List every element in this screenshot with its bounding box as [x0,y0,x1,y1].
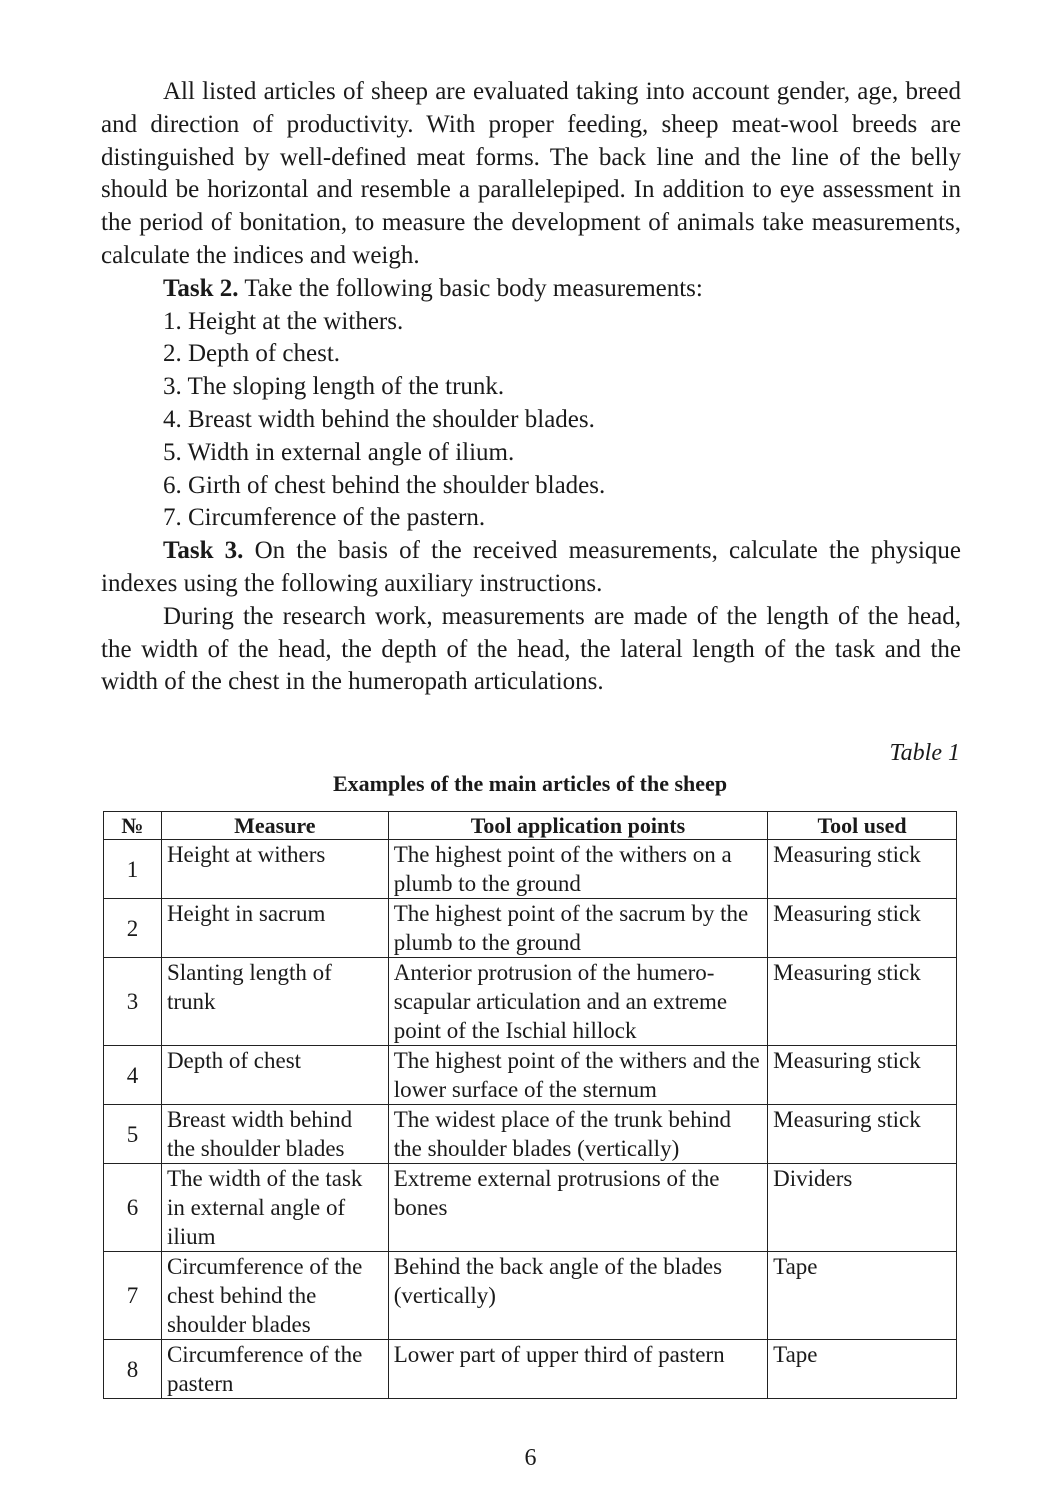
measure-cell: Height at withers [161,840,388,899]
list-item: 1. Height at the withers. [163,307,404,335]
table-row [104,840,957,899]
tool-used-cell: Measuring stick [768,840,957,899]
tool-points-cell: The highest point of the sacrum by the plumb to the ground [388,899,767,958]
measure-cell: Circumference of the chest behind the shoulder blades [161,1252,388,1340]
table-title: Examples of the main articles of the sheep [332,771,728,796]
table-row [104,1164,957,1252]
header-number: № [104,812,162,840]
tool-used-cell: Dividers [768,1164,957,1252]
tool-points-cell: Extreme external protrusions of the bones [388,1164,767,1252]
row-number: 6 [104,1164,162,1252]
measure-cell: Height in sacrum [161,899,388,958]
row-number: 2 [104,899,162,958]
task2-list [101,306,961,536]
row-number: 7 [104,1252,162,1340]
tool-used-cell: Measuring stick [768,958,957,1046]
list-item: 3. The sloping length of the trunk. [163,373,505,401]
header-tool-used: Tool used [768,812,957,840]
measurements-table [103,811,957,1399]
tool-points-cell: Anterior protrusion of the humero-scapular articulation and an extreme point of the Ischial hillock [388,958,767,1046]
table-label: Table 1 [889,740,960,766]
measure-cell: Slanting length of trunk [161,958,388,1046]
table-row [104,1105,957,1164]
body-text [101,76,961,699]
task2-label: Task 2. [163,274,239,302]
list-item: 4. Breast width behind the shoulder blades. [163,405,595,433]
table-row [104,958,957,1046]
row-number: 3 [104,958,162,1046]
tool-used-cell: Measuring stick [768,899,957,958]
row-number: 8 [104,1340,162,1399]
tool-used-cell: Tape [768,1252,957,1340]
tool-used-cell: Tape [768,1340,957,1399]
tool-points-cell: Lower part of upper third of pastern [388,1340,767,1399]
header-tool-points: Tool application points [388,812,767,840]
table-header-row [104,812,957,840]
tool-used-cell: Measuring stick [768,1105,957,1164]
measure-cell: Circumference of the pastern [161,1340,388,1399]
intro-paragraph: All listed articles of sheep are evaluated taking into account gender, age, breed and direction of productivity. With proper feeding, sheep meat-wool breeds are distinguished by well-defined meat forms. The back line and the line of the belly should be horizontal and resemble a parallelepiped. In addition to eye assessment in the period of bonitation, to measure the development of animals take measurements, calculate the indices and weigh. [101,78,961,269]
tool-points-cell: The widest place of the trunk behind the shoulder blades (vertically) [388,1105,767,1164]
tool-points-cell: Behind the back angle of the blades (vertically) [388,1252,767,1340]
task3-paragraph [101,535,961,601]
row-number: 4 [104,1046,162,1105]
row-number: 1 [104,840,162,899]
measure-cell: Depth of chest [161,1046,388,1105]
table-row [104,1046,957,1105]
research-paragraph: During the research work, measurements are made of the length of the head, the width of the head, the depth of the head, the lateral length of the task and the width of the chest in the humeropath articulations. [101,602,961,696]
measure-cell: Breast width behind the shoulder blades [161,1105,388,1164]
task3-text: On the basis of the received measurements, calculate the physique indexes using the following auxiliary instructions. [101,537,961,597]
tool-points-cell: The highest point of the withers on a plumb to the ground [388,840,767,899]
task2-heading [101,273,961,306]
row-number: 5 [104,1105,162,1164]
list-item: 7. Circumference of the pastern. [163,504,486,532]
page-number: 6 [524,1445,537,1471]
list-item: 5. Width in external angle of ilium. [163,438,515,466]
header-measure: Measure [161,812,388,840]
measure-cell: The width of the task in external angle of ilium [161,1164,388,1252]
tool-used-cell: Measuring stick [768,1046,957,1105]
task2-text: Take the following basic body measurements: [238,274,703,302]
table-row [104,1252,957,1340]
list-item: 2. Depth of chest. [163,340,341,368]
table-row [104,1340,957,1399]
list-item: 6. Girth of chest behind the shoulder blades. [163,471,606,499]
table-row [104,899,957,958]
task3-label: Task 3. [163,537,244,565]
tool-points-cell: The highest point of the withers and the lower surface of the sternum [388,1046,767,1105]
